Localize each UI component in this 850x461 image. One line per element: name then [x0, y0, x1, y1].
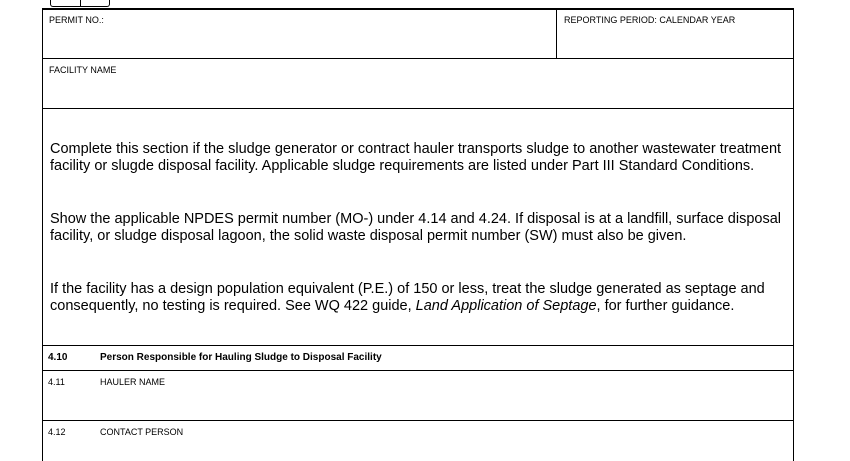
rule-after-section-title [42, 370, 794, 371]
instruction-2-line-1: Show the applicable NPDES permit number (MO-) under 4.14 and 4.24. If disposal is at a landfill, surface disposal [50, 211, 782, 227]
instruction-paragraph-3 [50, 281, 765, 314]
reporting-period-field[interactable] [557, 26, 793, 57]
contact-person-field[interactable] [43, 439, 793, 461]
instruction-paragraph-1 [50, 141, 781, 174]
instruction-3-text-b: , for further guidance. [596, 297, 735, 314]
rule-after-facility [42, 108, 794, 109]
reporting-period-label: REPORTING PERIOD: CALENDAR YEAR [564, 15, 736, 25]
septage-guide-title: Land Application of Septage [415, 297, 597, 314]
section-number: 4.10 [48, 352, 68, 363]
rule-after-instructions [42, 345, 794, 346]
hauler-name-field[interactable] [43, 389, 793, 419]
instruction-2-line-2: facility, or sludge disposal lagoon, the solid waste disposal permit number (SW) must also be given. [50, 227, 687, 244]
facility-name-label: FACILITY NAME [49, 65, 117, 75]
hauler-name-label: HAULER NAME [100, 377, 166, 387]
instruction-paragraph-2 [50, 211, 781, 244]
instruction-3-line-1: If the facility has a design population equivalent (P.E.) of 150 or less, treat the sludge generated as septage and [50, 281, 765, 297]
hauler-name-number: 4.11 [48, 377, 65, 387]
instruction-1-line-1: Complete this section if the sludge generator or contract hauler transports sludge to another wastewater treatment [50, 141, 782, 157]
facility-name-field[interactable] [43, 76, 793, 107]
permit-no-label: PERMIT NO.: [49, 15, 104, 25]
instruction-3-text-a: consequently, no testing is required. See WQ 422 guide, [50, 297, 416, 314]
contact-person-label: CONTACT PERSON [100, 427, 184, 437]
instruction-3-line-2 [50, 298, 765, 315]
rule-after-permit [42, 58, 794, 59]
permit-no-field[interactable] [43, 26, 555, 57]
rule-after-hauler [42, 420, 794, 421]
contact-person-number: 4.12 [48, 427, 66, 437]
top-tab-divider [80, 0, 81, 7]
section-title: Person Responsible for Hauling Sludge to Disposal Facility [100, 352, 382, 363]
instruction-1-line-2: facility or slugde disposal facility. Applicable sludge requirements are listed under Part III Standard Conditions. [50, 157, 755, 174]
